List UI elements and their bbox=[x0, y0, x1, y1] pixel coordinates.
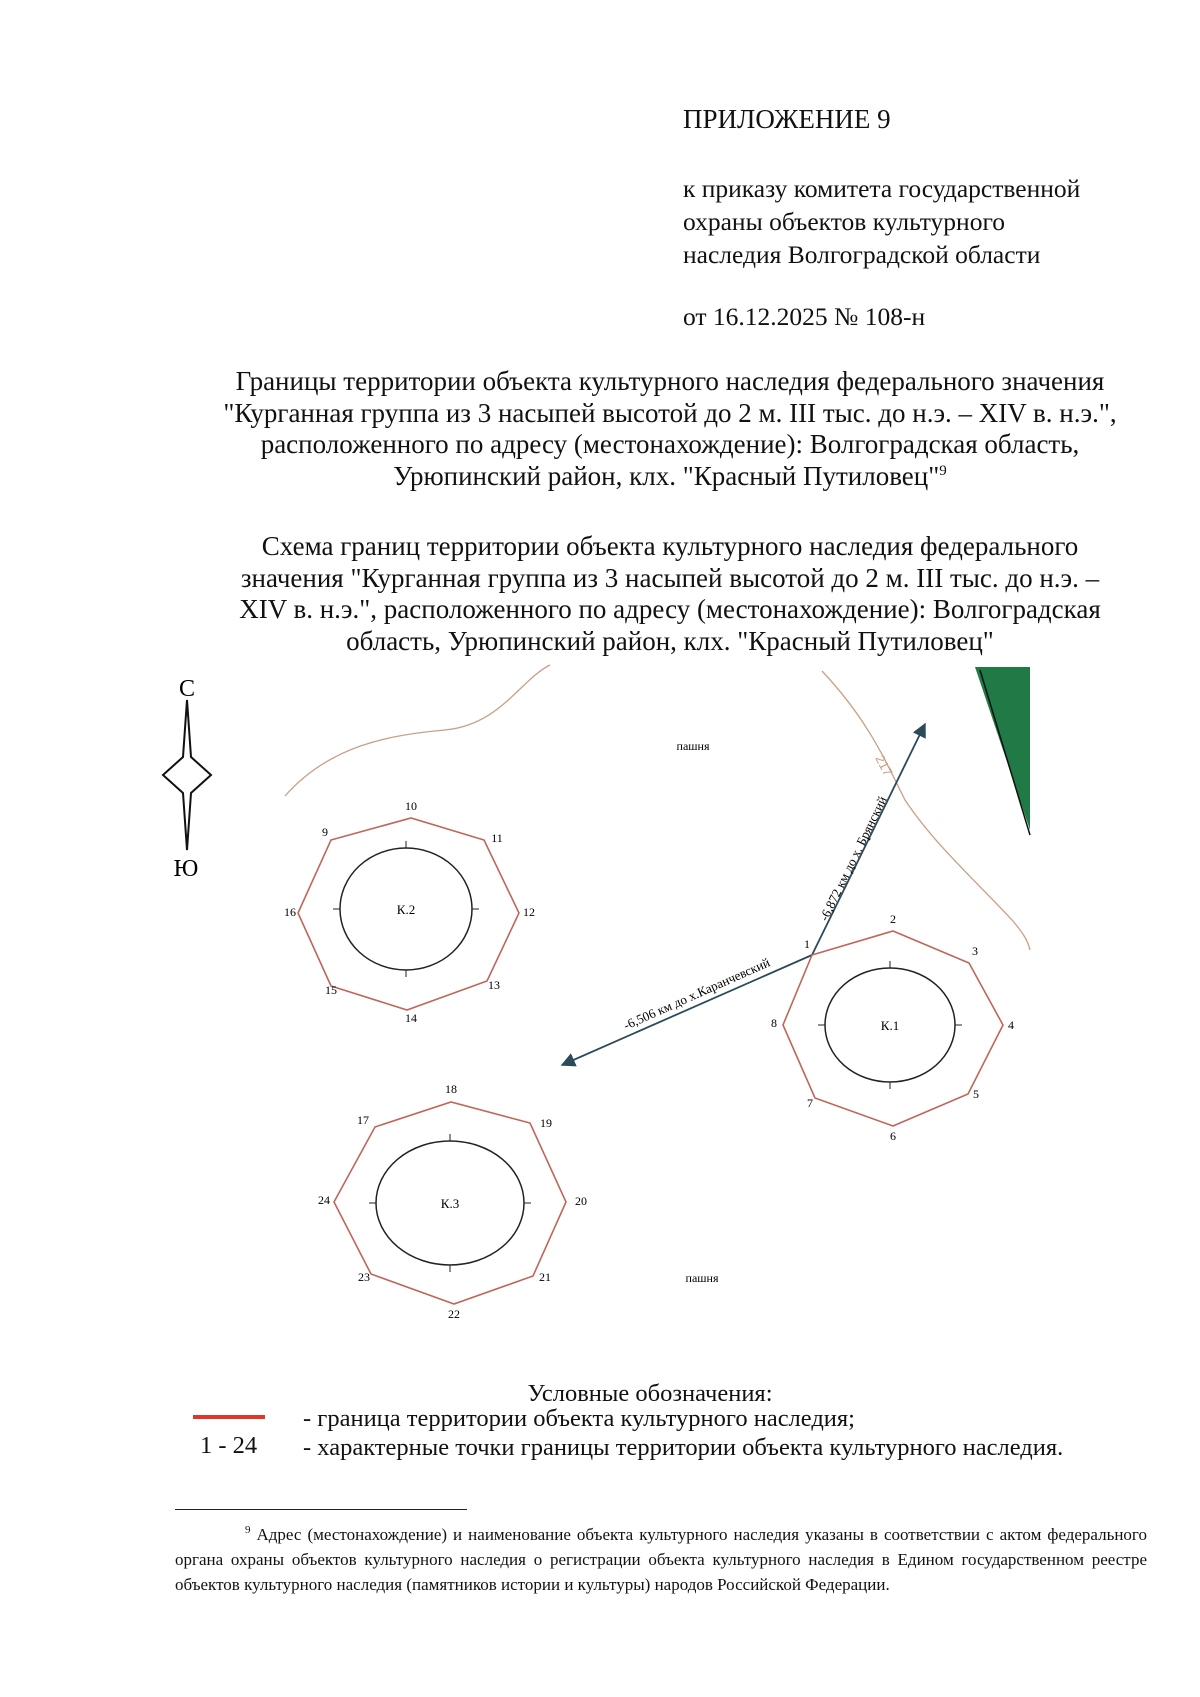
boundary-point-label: 13 bbox=[488, 978, 500, 992]
legend-points-sample: 1 - 24 bbox=[200, 1432, 258, 1459]
compass-icon bbox=[163, 676, 211, 882]
boundary-point-label: 20 bbox=[575, 1194, 587, 1208]
boundary-point-label: 6 bbox=[890, 1129, 896, 1143]
footnote-mark: 9 bbox=[245, 1524, 251, 1537]
boundary-point-label: 24 bbox=[318, 1193, 330, 1207]
boundary-point-label: 15 bbox=[325, 983, 337, 997]
boundary-point-label: 8 bbox=[771, 1016, 777, 1030]
boundary-point-label: 10 bbox=[405, 799, 417, 813]
land-label: пашня bbox=[685, 1271, 719, 1285]
title-line-text: Урюпинский район, клх. "Красный Путиловец" bbox=[393, 460, 940, 491]
footnote bbox=[175, 1522, 1147, 1597]
boundary-point-label: 1 bbox=[804, 937, 810, 951]
mound-label: К.1 bbox=[880, 1018, 900, 1033]
legend-points-text: - характерные точки границы территории объекта культурного наследия. bbox=[303, 1434, 1064, 1461]
boundary-point-label: 19 bbox=[540, 1116, 552, 1130]
mound-label: К.3 bbox=[440, 1196, 460, 1211]
legend-title: Условные обозначения: bbox=[527, 1380, 773, 1407]
direction-label-karanchevskiy: -6,506 км до х.Каранчевский bbox=[621, 954, 773, 1033]
order-line: наследия Волгоградской области bbox=[683, 240, 1041, 269]
title-line: Границы территории объекта культурного наследия федерального значения bbox=[235, 366, 1105, 396]
boundary-point-label: 16 bbox=[284, 905, 296, 919]
north-label: С bbox=[178, 676, 196, 702]
boundary-point-label: 21 bbox=[539, 1270, 551, 1284]
boundary-point-label: 23 bbox=[358, 1270, 370, 1284]
boundary-point-label: 18 bbox=[445, 1082, 457, 1096]
contour-elevation-label: 217 bbox=[872, 752, 896, 779]
mound-3 bbox=[318, 1082, 587, 1321]
order-line: к приказу комитета государственной bbox=[683, 174, 1081, 203]
south-label: Ю bbox=[173, 856, 199, 882]
title-line: расположенного по адресу (местонахождение): Волгоградская область, bbox=[260, 429, 1080, 459]
legend-boundary-swatch bbox=[193, 1415, 265, 1419]
appendix-title: ПРИЛОЖЕНИЕ 9 bbox=[683, 104, 891, 134]
boundary-point-label: 2 bbox=[890, 912, 896, 926]
mound-1 bbox=[771, 912, 1014, 1143]
mounds-layer bbox=[284, 799, 1014, 1321]
footnote-text: Адрес (местонахождение) и наименование объекта культурного наследия указаны в соответствии с актом федерального органа охраны объектов культурного наследия о регистрации объекта культурного наследия в Едином государственном реестре объектов культурного наследия (памятников истории и культуры) народов Российской Федерации. bbox=[175, 1525, 1147, 1594]
order-line: охраны объектов культурного bbox=[683, 207, 1006, 236]
footnote-divider bbox=[175, 1509, 467, 1510]
boundary-point-label: 7 bbox=[807, 1096, 813, 1110]
boundary-point-label: 22 bbox=[448, 1307, 460, 1321]
boundary-point-label: 3 bbox=[972, 944, 978, 958]
boundary-point-label: 9 bbox=[322, 825, 328, 839]
boundary-point-label: 5 bbox=[973, 1087, 979, 1101]
mound-2 bbox=[284, 799, 535, 1025]
boundary-point-label: 4 bbox=[1008, 1018, 1014, 1032]
boundary-point-label: 14 bbox=[405, 1011, 417, 1025]
title-line: "Курганная группа из 3 насыпей высотой до 2 м. III тыс. до н.э. – XIV в. н.э.", bbox=[223, 397, 1117, 428]
direction-label-brianskiy: -6,872 км до х. Брянский bbox=[816, 793, 890, 924]
scheme-title-line: Схема границ территории объекта культурного наследия федерального bbox=[261, 531, 1079, 561]
scheme-title-line: значения "Курганная группа из 3 насыпей высотой до 2 м. III тыс. до н.э. – bbox=[240, 562, 1100, 593]
contour-line bbox=[285, 665, 550, 796]
scheme-title-line: область, Урюпинский район, клх. "Красный Путиловец" bbox=[346, 625, 994, 656]
boundary-point-label: 17 bbox=[357, 1113, 369, 1127]
land-label: пашня bbox=[676, 739, 710, 753]
scheme-title-line: XIV в. н.э.", расположенного по адресу (местонахождение): Волгоградская bbox=[239, 594, 1101, 624]
boundary-point-label: 12 bbox=[523, 905, 535, 919]
direction-line-karanchevskiy bbox=[562, 955, 812, 1065]
legend-boundary-text: - граница территории объекта культурного наследия; bbox=[303, 1405, 855, 1432]
mound-label: К.2 bbox=[396, 902, 416, 917]
order-date: от 16.12.2025 № 108-н bbox=[683, 302, 926, 331]
footnote-reference: 9 bbox=[939, 462, 947, 479]
boundary-point-label: 11 bbox=[491, 831, 503, 845]
